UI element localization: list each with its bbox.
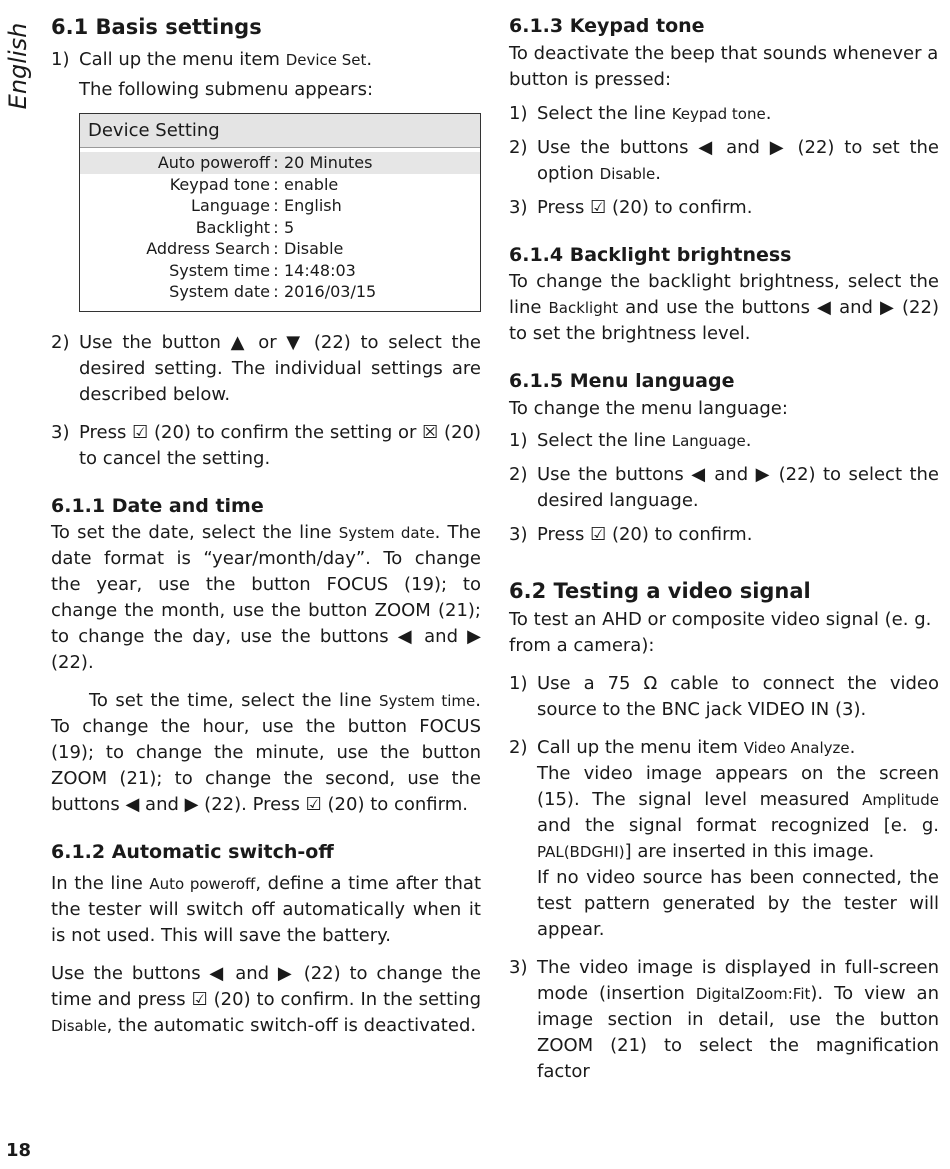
menu-item-ref: PAL(BDGHI) [537,843,625,862]
step-text: Press ☑ (20) to confirm the setting or ☒ (20) to cancel the setting. [79,421,481,469]
s61-step-1 [51,47,481,73]
menu-row[interactable] [80,174,480,196]
step-number: 3) [51,421,70,443]
menu-row-key: System date [169,282,270,302]
menu-item-ref: Language [671,432,746,451]
s613-step-2: 2) Use the buttons ◀ and ▶ (22) to set the option Disable. [509,136,939,184]
s613-step-1: 1) Select the line Keypad tone. [509,101,939,127]
page-number: 18 [6,1140,32,1161]
menu-item-ref: Disable [51,1017,107,1036]
menu-item-ref: DigitalZoom:Fit [695,985,811,1004]
menu-item-ref: Backlight [548,299,619,318]
menu-item-ref: System time [378,692,476,711]
menu-item-ref: System date [338,524,435,543]
menu-row-key: Backlight [195,217,270,237]
section-6-1-5-title: 6.1.5 Menu language [509,370,735,393]
s615-step-2: 2) Use the buttons ◀ and ▶ (22) to select the desired language. [509,464,939,512]
step-text: Use the button ▲ or ▼ (22) to select the desired setting. The individual settings are described below. [79,331,481,405]
menu-row-separator: : [273,196,279,216]
menu-row-value: 20 Minutes [284,153,373,173]
step-number: 2) [509,136,528,158]
language-side-tab-label: English [4,22,32,110]
menu-row-separator: : [273,217,279,237]
step-text: Call up the menu item [79,49,286,71]
step-text: . [366,49,373,71]
step-number: 3) [509,957,528,979]
menu-row-key: Auto poweroff [157,153,270,173]
menu-row[interactable] [80,217,480,239]
menu-row[interactable] [80,195,480,217]
menu-row-value: 2016/03/15 [284,282,377,302]
step-number: 3) [509,524,528,546]
s61-step-1-sub: The following submenu appears: [79,79,374,101]
device-setting-menu-title: Device Setting [80,114,480,148]
s615-step-3: 3) Press ☑ (20) to confirm. [509,522,939,548]
s61-step-3 [51,420,481,472]
menu-row-key: Address Search [146,239,270,259]
s612-para-1: In the line Auto poweroff, define a time after that the tester will switch off automatically when it is not used. This will save the battery. [51,873,482,947]
menu-row-separator: : [273,282,279,302]
menu-row-key: Language [191,196,270,216]
left-column [51,14,481,1039]
step-number: 1) [509,673,528,695]
step-number: 2) [509,464,528,486]
s615-intro: To change the menu language: [509,398,788,420]
menu-row-separator: : [273,260,279,280]
s611-para-1: To set the date, select the line System date. The date format is “year/month/day”. To change the year, use the button FOCUS (19); to change the month, use the button ZOOM (21); to change the day, use the buttons ◀ and ▶ (22). [51,522,482,674]
section-6-2-title: 6.2 Testing a video signal [509,579,811,604]
section-6-1-4-title: 6.1.4 Backlight brightness [509,243,792,266]
step-number: 1) [509,102,528,124]
menu-row[interactable] [80,238,480,260]
s62-step-2: 2) Call up the menu item Video Analyze. [509,735,939,761]
step-number: 3) [509,196,528,218]
menu-item-ref: Disable [599,164,656,183]
device-setting-menu [79,113,481,312]
section-6-1-1-title: 6.1.1 Date and time [51,494,264,517]
menu-row-value: 14:48:03 [284,260,356,280]
menu-row-separator: : [273,174,279,194]
menu-row-key: Keypad tone [169,174,270,194]
step-number: 2) [51,331,70,353]
menu-row[interactable] [80,152,480,174]
menu-row-separator: : [273,239,279,259]
menu-item-ref: Auto poweroff [149,875,256,894]
menu-row-separator: : [273,153,279,173]
s612-para-2: Use the buttons ◀ and ▶ (22) to change the time and press ☑ (20) to confirm. In the setting Disable, the automatic switch-off is deactivated. [51,963,481,1037]
device-setting-menu-rows [80,148,480,311]
language-side-tab [3,16,33,116]
step-number: 1) [51,49,70,71]
s613-step-3: 3) Press ☑ (20) to confirm. [509,195,939,221]
menu-row[interactable] [80,281,480,303]
section-6-1-title: 6.1 Basis settings [51,15,262,39]
step-number: 2) [509,737,528,759]
menu-row-value: Disable [284,239,344,259]
menu-row[interactable] [80,260,480,282]
menu-item-ref: Keypad tone [671,104,766,123]
right-column [509,14,939,1085]
menu-row-value: English [284,196,342,216]
s62-step-1: 1) Use a 75 Ω cable to connect the video source to the BNC jack VIDEO IN (3). [509,673,939,721]
s614-para: To change the backlight brightness, select the line Backlight and use the buttons ◀ and ▶ (22) to set the brightness level. [509,271,939,345]
s615-step-1: 1) Select the line Language. [509,428,939,454]
step-number: 1) [509,430,528,452]
menu-item-ref: Video Analyze [743,739,850,758]
s611-para-2: To set the time, select the line System time. To change the hour, use the button FOCUS (19); to change the minute, use the button ZOOM (21); to change the second, use the buttons ◀ and ▶ (22). Press ☑ (20) to confirm. [51,690,481,816]
menu-row-key: System time [169,260,270,280]
s62-step-2-sub-1: The video image appears on the screen (15). The signal level measured Amplitude and the signal format recognized [e. g. PAL(BDGHI)] are inserted in this image. [537,763,939,863]
menu-row-value: enable [284,174,339,194]
s62-step-3: 3) The video image is displayed in full-screen mode (insertion DigitalZoom:Fit). To view an image section in detail, use the button ZOOM (21) to select the magnification factor [509,957,939,1083]
section-6-1-3-title: 6.1.3 Keypad tone [509,15,705,37]
s61-step-2 [51,330,481,408]
s62-intro: To test an AHD or composite video signal (e. g. from a camera): [509,609,932,657]
menu-item-ref: Device Set [285,51,367,70]
section-6-1-2-title: 6.1.2 Automatic switch-off [51,841,334,864]
s62-step-2-sub-2: If no video source has been connected, the test pattern generated by the tester will appear. [537,867,939,941]
s613-intro: To deactivate the beep that sounds whenever a button is pressed: [509,42,939,90]
menu-item-ref: Amplitude [862,791,939,810]
menu-row-value: 5 [284,217,295,237]
